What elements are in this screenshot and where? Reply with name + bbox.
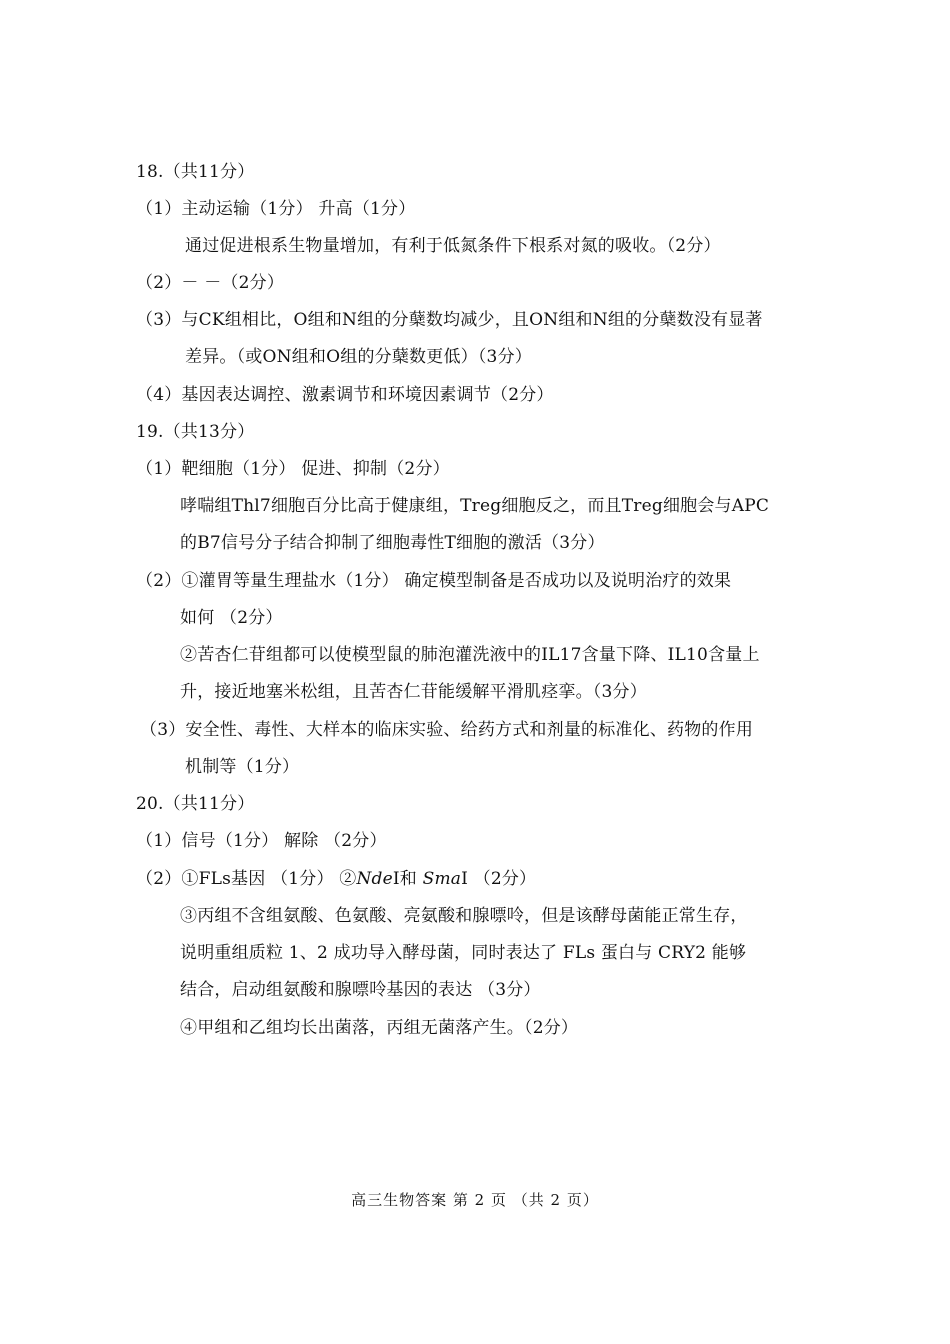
q19-answer-1-line2: 哮喘组Thl7细胞百分比高于健康组，Treg细胞反之，而且Treg细胞会与APC <box>180 496 770 516</box>
q18-answer-1-cont: 通过促进根系生物量增加，有利于低氮条件下根系对氮的吸收。（2分） <box>185 236 721 256</box>
q18-answer-2: （2）－ －（2分） <box>136 273 285 293</box>
q20-answer-2-and: Ⅰ和 <box>392 869 423 889</box>
q18-answer-3: （3）与CK组相比，O组和N组的分蘖数均减少，且ON组和N组的分蘖数没有显著 <box>136 310 763 330</box>
q18-answer-1: （1）主动运输（1分） 升高（1分） <box>136 199 416 219</box>
q18-answer-4: （4）基因表达调控、激素调节和环境因素调节（2分） <box>136 385 554 405</box>
q20-answer-1: （1）信号（1分） 解除 （2分） <box>136 831 387 851</box>
q19-answer-1-line3: 的B7信号分子结合抑制了细胞毒性T细胞的激活（3分） <box>180 533 605 553</box>
q20-answer-2-line3: 说明重组质粒 1、2 成功导入酵母菌，同时表达了 FLs 蛋白与 CRY2 能够 <box>180 943 747 963</box>
q19-answer-2-line4: 升，接近地塞米松组，且苦杏仁苷能缓解平滑肌痉挛。（3分） <box>180 682 647 702</box>
q19-answer-1: （1）靶细胞（1分） 促进、抑制（2分） <box>136 459 450 479</box>
q20-title: 20.（共11分） <box>136 794 255 814</box>
page-footer: 高三生物答案 第 2 页 （共 2 页） <box>351 1191 599 1209</box>
q20-answer-2-line5: ④甲组和乙组均长出菌落，丙组无菌落产生。（2分） <box>180 1018 579 1038</box>
q18-title: 18.（共11分） <box>136 162 255 182</box>
enzyme-nde: Nde <box>356 869 393 889</box>
q20-answer-2-suffix: Ⅰ （2分） <box>461 869 537 889</box>
q20-answer-2-line4: 结合，启动组氨酸和腺嘌呤基因的表达 （3分） <box>180 980 541 1000</box>
q20-answer-2-line2: ③丙组不含组氨酸、色氨酸、亮氨酸和腺嘌呤，但是该酵母菌能正常生存， <box>180 906 748 926</box>
enzyme-sma: Sma <box>422 869 462 889</box>
q20-answer-2 <box>136 868 536 890</box>
q19-answer-2: （2）①灌胃等量生理盐水（1分） 确定模型制备是否成功以及说明治疗的效果 <box>136 571 732 591</box>
q19-answer-3-cont: 机制等（1分） <box>185 757 300 777</box>
q19-title: 19.（共13分） <box>136 422 255 442</box>
q18-answer-3-cont: 差异。（或ON组和O组的分蘖数更低）（3分） <box>185 347 532 367</box>
q19-answer-2-line3: ②苦杏仁苷组都可以使模型鼠的肺泡灌洗液中的IL17含量下降、IL10含量上 <box>180 645 760 665</box>
q20-answer-2-prefix: （2）①FLs基因 （1分） ② <box>136 869 357 889</box>
q19-answer-2-cont: 如何 （2分） <box>180 608 283 628</box>
q19-answer-3: （3）安全性、毒性、大样本的临床实验、给药方式和剂量的标准化、药物的作用 <box>140 720 754 740</box>
